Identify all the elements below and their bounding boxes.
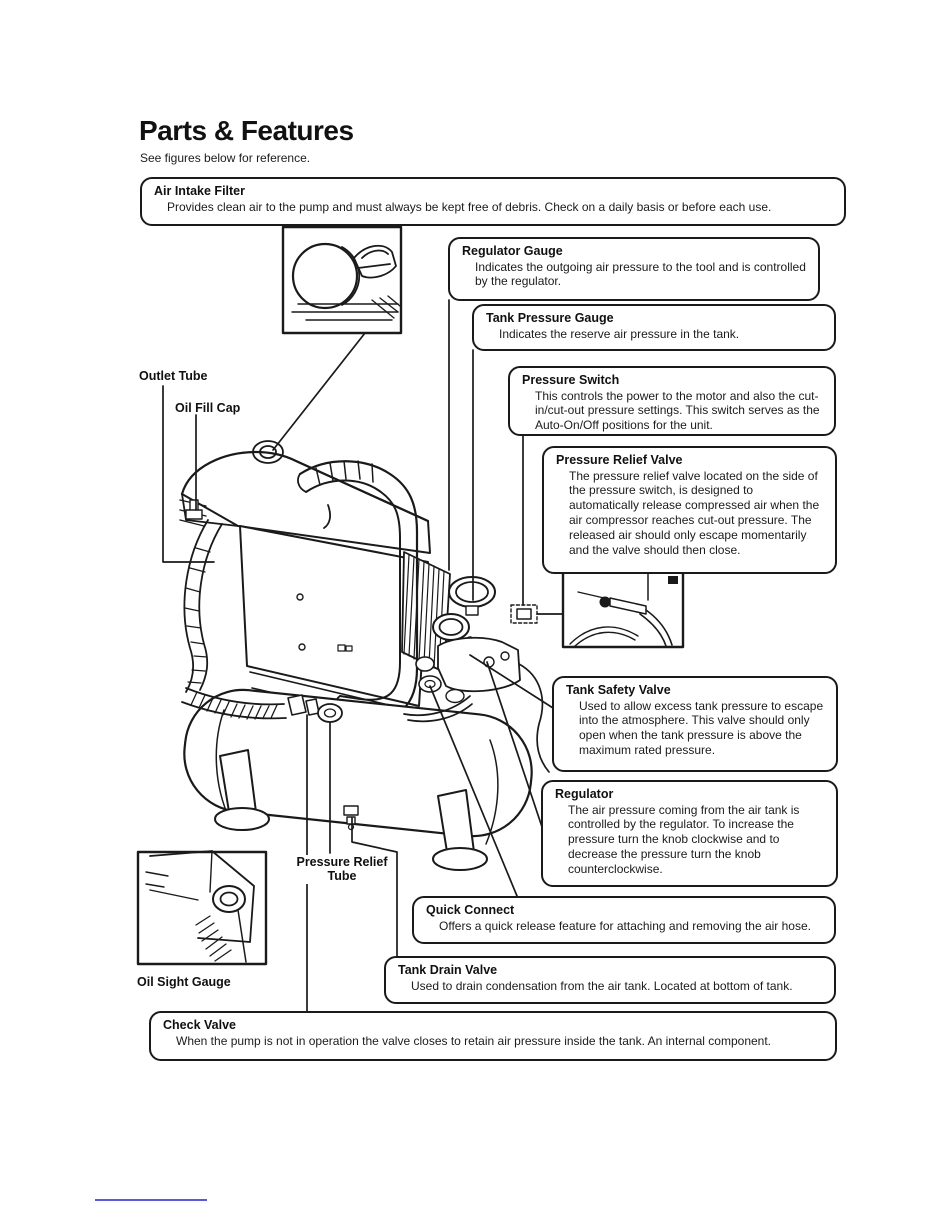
callout-desc: Offers a quick release feature for attaching and removing the air hose.	[439, 918, 811, 933]
callout-title: Tank Drain Valve	[398, 963, 498, 977]
page-title: Parts & Features	[139, 115, 354, 146]
callout-air-intake-filter	[140, 177, 846, 226]
callout-desc: This controls the power to the motor and also the cut-in/cut-out pressure settings. This switch serves as the Auto-On/Off positions for the unit.	[535, 388, 820, 433]
label-pressure-relief-tube: Pressure Relief Tube	[292, 855, 392, 884]
callout-tank-drain-valve	[384, 956, 836, 1004]
callout-title: Pressure Relief Valve	[556, 453, 683, 467]
pump-assembly	[180, 441, 450, 726]
label-outlet-tube: Outlet Tube	[139, 369, 208, 383]
callout-regulator	[541, 780, 838, 887]
callout-title: Pressure Switch	[522, 373, 620, 387]
callout-title: Check Valve	[163, 1018, 236, 1032]
callout-tank-pressure-gauge	[472, 304, 836, 351]
callout-regulator-gauge	[448, 237, 820, 301]
footer-rule	[95, 1199, 207, 1201]
label-oil-sight-gauge: Oil Sight Gauge	[137, 975, 231, 989]
callout-desc: Provides clean air to the pump and must always be kept free of debris. Check on a daily basis or before each use.	[167, 199, 772, 214]
label-oil-fill-cap: Oil Fill Cap	[175, 401, 241, 415]
air-tank	[179, 684, 538, 870]
callout-title: Regulator	[555, 787, 614, 801]
oil-sight-gauge-inset	[138, 851, 266, 964]
callout-desc: The pressure relief valve located on the side of the pressure switch, is designed to automatically release compressed air when the air compressor reaches cut-out pressure. The released air should only escape momentarily and the valve should then close.	[569, 468, 820, 557]
callout-desc: The air pressure coming from the air tank is controlled by the regulator. To increase the pressure turn the knob clockwise and to decrease the pressure turn the knob counterclockwise.	[568, 802, 800, 876]
callout-desc: Indicates the outgoing air pressure to the tool and is controlled by the regulator.	[475, 259, 806, 289]
air-intake-filter-inset	[283, 227, 401, 333]
callout-title: Regulator Gauge	[462, 244, 563, 258]
callout-desc: Used to drain condensation from the air tank. Located at bottom of tank.	[411, 978, 793, 993]
callout-title: Quick Connect	[426, 903, 515, 917]
callout-quick-connect	[412, 896, 836, 944]
callout-pressure-switch	[508, 366, 836, 436]
callout-check-valve	[149, 1011, 837, 1061]
callout-tank-safety-valve	[552, 676, 838, 772]
callout-title: Tank Pressure Gauge	[486, 311, 614, 325]
callout-desc: When the pump is not in operation the valve closes to retain air pressure inside the tank. An internal component.	[176, 1033, 772, 1048]
callout-pressure-relief-valve	[542, 446, 837, 574]
page-subtitle: See figures below for reference.	[140, 151, 311, 165]
callout-title: Air Intake Filter	[154, 184, 245, 198]
callout-desc: Used to allow excess tank pressure to escape into the atmosphere. This valve should only open when the tank pressure is above the maximum rated pressure.	[579, 698, 824, 758]
callout-desc: Indicates the reserve air pressure in the tank.	[499, 326, 740, 341]
callout-title: Tank Safety Valve	[566, 683, 671, 697]
pressure-relief-valve-inset	[563, 570, 683, 647]
